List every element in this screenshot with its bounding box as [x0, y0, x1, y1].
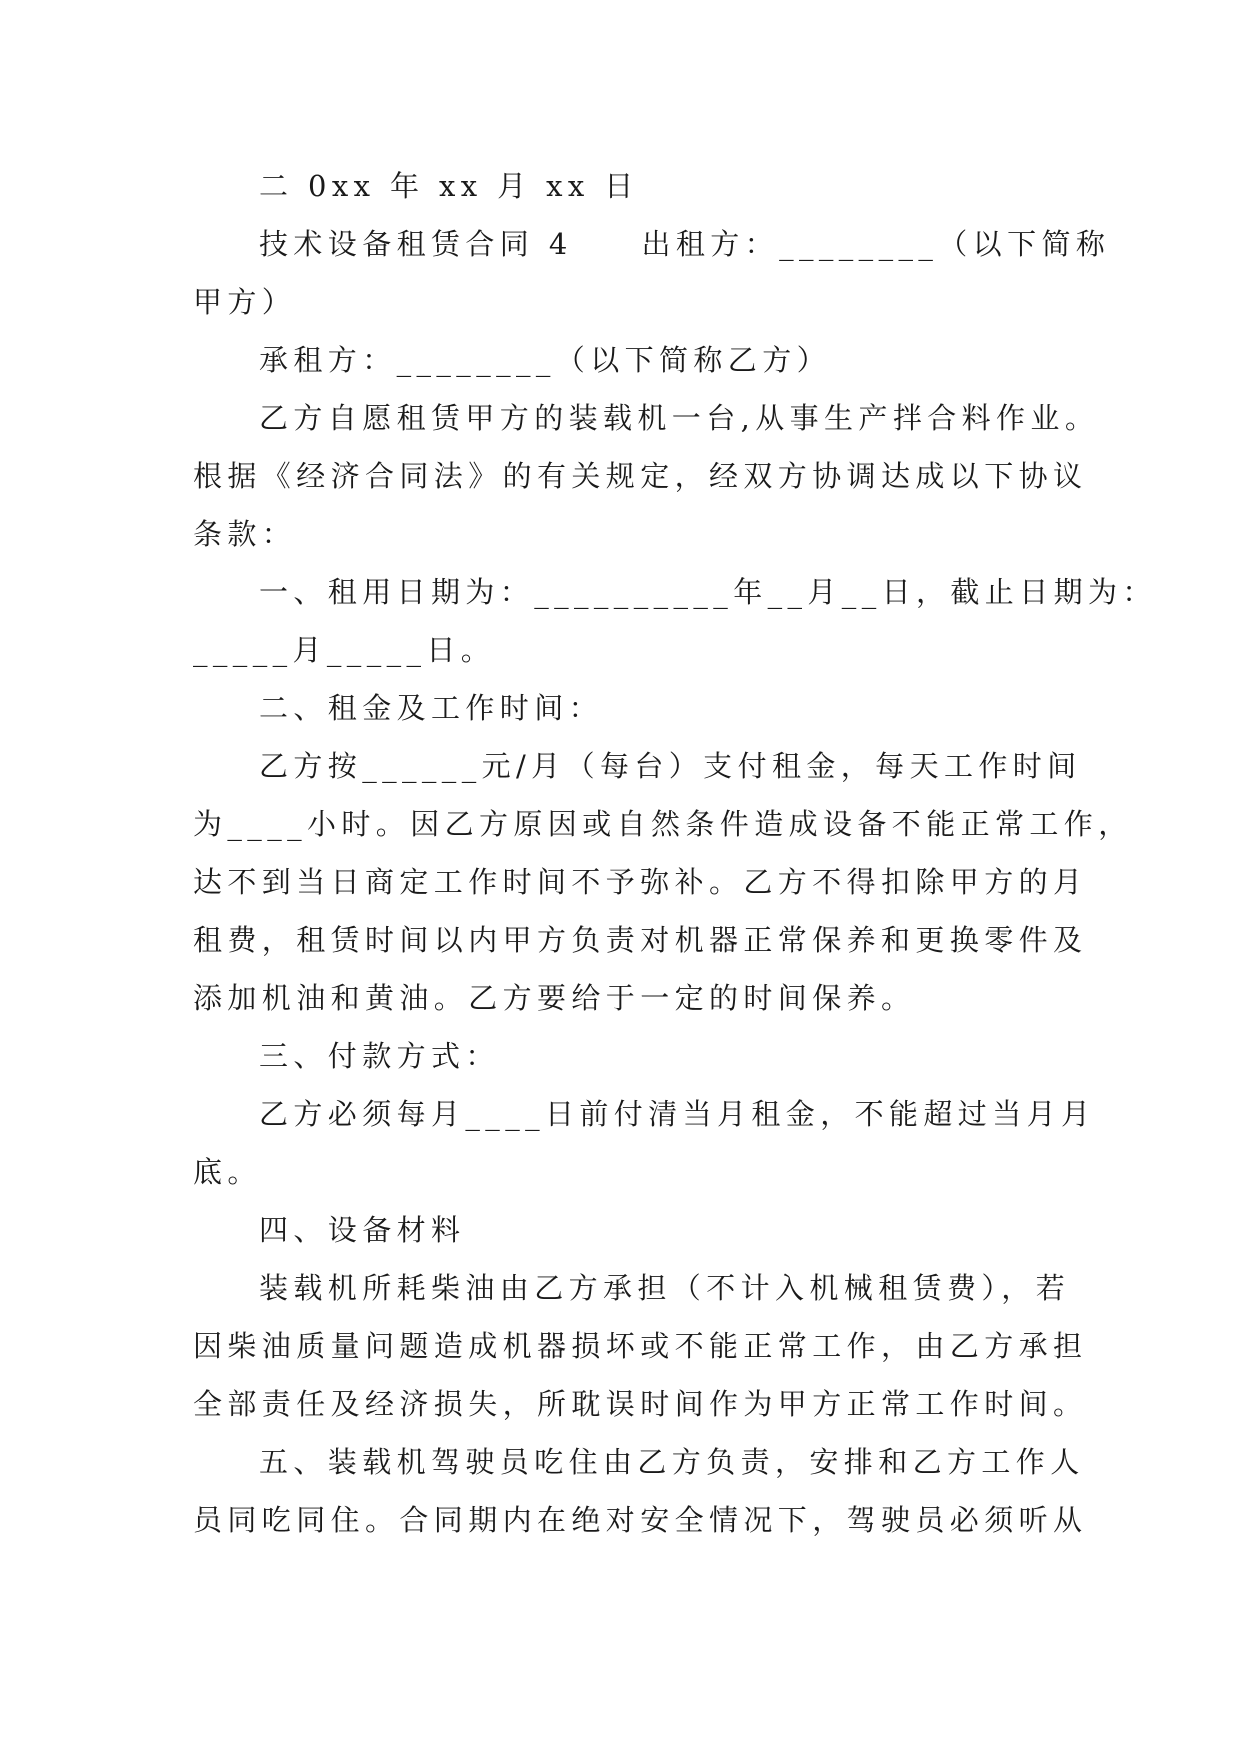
text-line: 租费，租赁时间以内甲方负责对机器正常保养和更换零件及 [193, 923, 1088, 957]
text-line: 因柴油质量问题造成机器损坏或不能正常工作，由乙方承担 [193, 1329, 1088, 1363]
text-line: 底。 [193, 1155, 262, 1189]
text-line: 甲方） [193, 285, 297, 319]
clause-1-line: 一、租用日期为：__________年__月__日，截止日期为： [259, 575, 1157, 609]
clause-4-heading: 四、设备材料 [259, 1213, 466, 1247]
text-line: 达不到当日商定工作时间不予弥补。乙方不得扣除甲方的月 [193, 865, 1088, 899]
lessee-line: 承租方：________（以下简称乙方） [259, 343, 832, 377]
text-line: 为____小时。因乙方原因或自然条件造成设备不能正常工作， [193, 807, 1133, 841]
text-line: 乙方必须每月____日前付清当月租金，不能超过当月月 [259, 1097, 1096, 1131]
contract-title-line: 技术设备租赁合同 4 出租方：________（以下简称 [259, 227, 1111, 261]
text-line: 全部责任及经济损失，所耽误时间作为甲方正常工作时间。 [193, 1387, 1088, 1421]
text-line: 添加机油和黄油。乙方要给于一定的时间保养。 [193, 981, 916, 1015]
date-line: 二 0xx 年 xx 月 xx 日 [259, 169, 639, 203]
clause-2-heading: 二、租金及工作时间： [259, 691, 604, 725]
clause-3-heading: 三、付款方式： [259, 1039, 500, 1073]
contract-body [193, 157, 1157, 1549]
text-line: 乙方按______元/月（每台）支付租金，每天工作时间 [259, 749, 1082, 783]
text-line: 装载机所耗柴油由乙方承担（不计入机械租赁费），若 [259, 1271, 1071, 1305]
text-line: 条款： [193, 517, 297, 551]
text-line: _____月_____日。 [193, 633, 496, 667]
text-line: 员同吃同住。合同期内在绝对安全情况下，驾驶员必须听从 [193, 1503, 1088, 1537]
text-line: 乙方自愿租赁甲方的装载机一台,从事生产拌合料作业。 [259, 401, 1100, 435]
clause-5-line: 五、装载机驾驶员吃住由乙方负责，安排和乙方工作人 [259, 1445, 1085, 1479]
text-line: 根据《经济合同法》的有关规定，经双方协调达成以下协议 [193, 459, 1088, 493]
